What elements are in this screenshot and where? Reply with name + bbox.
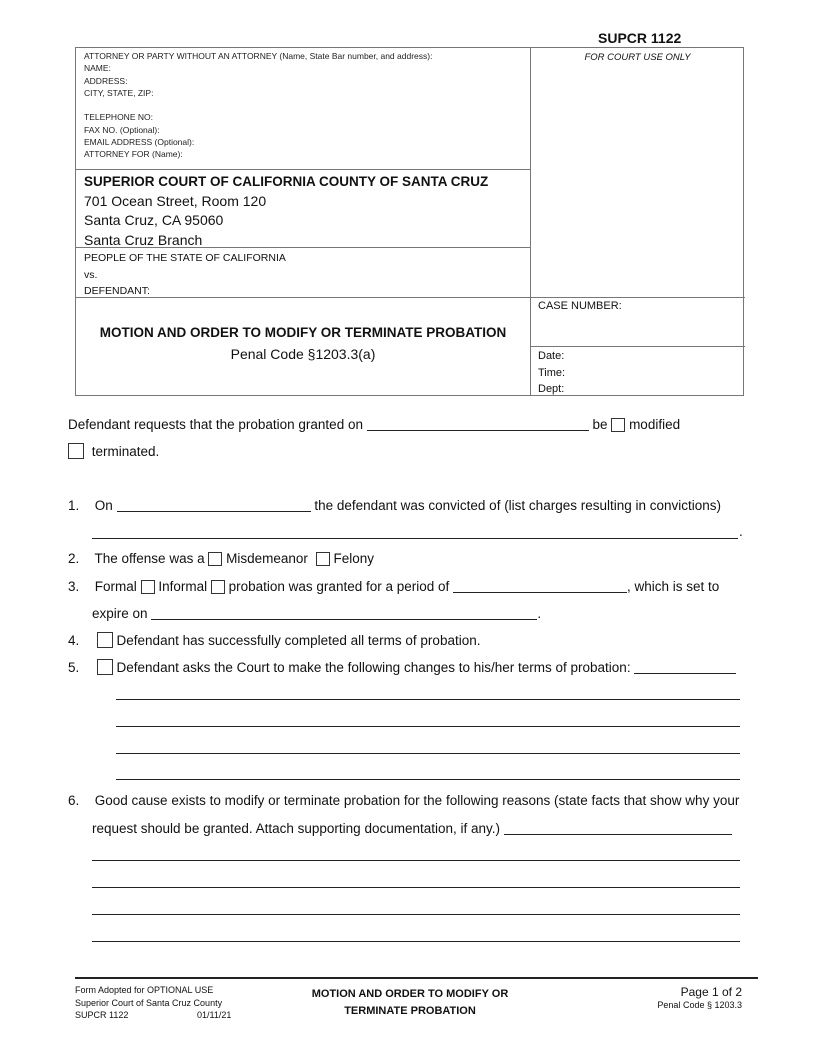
informal-label: Informal [158,579,208,594]
item-4-number: 4. [68,633,80,648]
felony-label: Felony [333,551,374,566]
form-title: MOTION AND ORDER TO MODIFY OR TERMINATE PROBATION [99,325,507,340]
felony-checkbox[interactable] [316,552,330,566]
item-6-line-2 [92,820,732,836]
attorney-line-email: EMAIL ADDRESS (Optional): [84,137,195,148]
reasons-field-line-4[interactable] [92,941,740,942]
footer-title [290,986,530,1020]
formal-checkbox[interactable] [141,580,155,594]
court-name: SUPERIOR COURT OF CALIFORNIA COUNTY OF SANTA CRUZ [84,174,489,189]
item-2-number: 2. [68,551,80,566]
attorney-block [84,50,432,161]
court-address-2: Santa Cruz, CA 95060 [84,212,224,228]
misdemeanor-checkbox[interactable] [208,552,222,566]
intro-line [68,416,680,432]
item-5-number: 5. [68,660,80,675]
footer-title-2: TERMINATE PROBATION [344,1005,476,1017]
footer-adopted: Form Adopted for OPTIONAL USE [75,985,214,995]
time-label: Time: [538,366,566,379]
footer-revision-date: 01/11/21 [197,1010,232,1020]
item-3-expire [92,605,541,621]
date-label: Date: [538,350,565,362]
expire-on-label: expire on [92,606,148,621]
caption-rule-attorney [76,169,530,170]
intro-text: Defendant requests that the probation granted on [68,417,363,432]
form-id: SUPCR 1122 [598,30,682,46]
misdemeanor-label: Misdemeanor [226,551,308,566]
item-3-period: . [537,606,542,621]
footer-court: Superior Court of Santa Cruz County [75,997,223,1008]
caption-divider [530,48,531,395]
page-number: Page 1 of 2 [680,985,742,999]
changes-field-line-2[interactable] [116,726,740,727]
charges-field[interactable] [92,538,738,539]
case-number-label: CASE NUMBER: [538,300,622,312]
item-1-text: the defendant was convicted of (list charges resulting in convictions) [314,498,722,513]
footer-form-id: SUPCR 1122 [75,1010,129,1020]
item-6-number: 6. [68,793,80,808]
item-3-number: 3. [68,579,80,594]
attorney-line-attorney-for: ATTORNEY FOR (Name): [84,149,183,160]
probation-period-field[interactable] [453,578,627,593]
parties-block [84,250,286,300]
intro-terminated: terminated. [91,444,160,459]
vs-label: vs. [84,268,98,281]
item-6-text-2: request should be granted. Attach supporting documentation, if any.) [92,821,501,836]
footer-form-line [75,1009,231,1022]
footer-right [657,985,742,1010]
attorney-line-blank [84,99,432,111]
attorney-line-city: CITY, STATE, ZIP: [84,87,154,98]
item-4-text: Defendant has successfully completed all terms of probation. [116,633,481,648]
footer-rule [75,977,758,979]
form-subtitle: Penal Code §1203.3(a) [230,346,376,362]
attorney-line-heading: ATTORNEY OR PARTY WITHOUT AN ATTORNEY (Name, State Bar number, and address): [84,51,433,61]
court-branch: Santa Cruz Branch [84,231,203,248]
reasons-field-inline[interactable] [504,820,732,835]
court-block [84,172,488,250]
attorney-line-name: NAME: [84,63,111,74]
court-use-label: FOR COURT USE ONLY [584,52,691,63]
attorney-line-fax: FAX NO. (Optional): [84,124,160,135]
reasons-field-line-3[interactable] [92,914,740,915]
item-3-text: probation was granted for a period of [228,579,450,594]
attorney-line-address: ADDRESS: [84,75,128,86]
reasons-field-line-2[interactable] [92,887,740,888]
item-1-on: On [94,498,113,513]
reasons-field-line-1[interactable] [92,860,740,861]
footer-title-1: MOTION AND ORDER TO MODIFY OR [311,988,509,1000]
terminated-checkbox[interactable] [68,443,84,459]
informal-checkbox[interactable] [211,580,225,594]
court-address-1: 701 Ocean Street, Room 120 [84,192,267,209]
form-title-block [76,325,530,362]
item-1 [68,497,721,513]
modified-checkbox[interactable] [611,418,625,432]
intro-line-2 [68,443,159,459]
plaintiff-label: PEOPLE OF THE STATE OF CALIFORNIA [84,252,286,264]
completed-terms-checkbox[interactable] [97,632,113,648]
defendant-label: DEFENDANT: [84,285,150,297]
intro-modified: modified [629,417,681,432]
item-2-text: The offense was a [94,551,205,566]
footer-code: Penal Code § 1203.3 [657,1000,742,1010]
intro-be: be [592,417,608,432]
changes-field-line-4[interactable] [116,779,740,780]
formal-label: Formal [94,579,137,594]
item-1-period: . [739,524,743,539]
caption-table [75,47,744,396]
probation-date-field[interactable] [367,416,589,431]
changes-field-inline[interactable] [634,659,736,674]
changes-field-line-1[interactable] [116,699,740,700]
item-5 [68,659,736,675]
item-4 [68,632,480,648]
attorney-line-telephone: TELEPHONE NO: [84,112,153,123]
conviction-date-field[interactable] [117,497,311,512]
caption-rule-case [530,346,745,347]
item-5-text: Defendant asks the Court to make the following changes to his/her terms of probation: [116,660,631,675]
hearing-block [538,348,565,398]
item-1-number: 1. [68,498,80,513]
item-3 [68,578,719,594]
item-2 [68,551,374,566]
footer-left [75,984,231,1022]
expiration-date-field[interactable] [151,605,537,620]
item-6-text-1: Good cause exists to modify or terminate probation for the following reasons (state facts that show why your [94,793,740,808]
item-6 [68,793,739,808]
changes-checkbox[interactable] [97,659,113,675]
item-3-tail: , which is set to [627,579,720,594]
changes-field-line-3[interactable] [116,753,740,754]
dept-label: Dept: [538,383,565,395]
